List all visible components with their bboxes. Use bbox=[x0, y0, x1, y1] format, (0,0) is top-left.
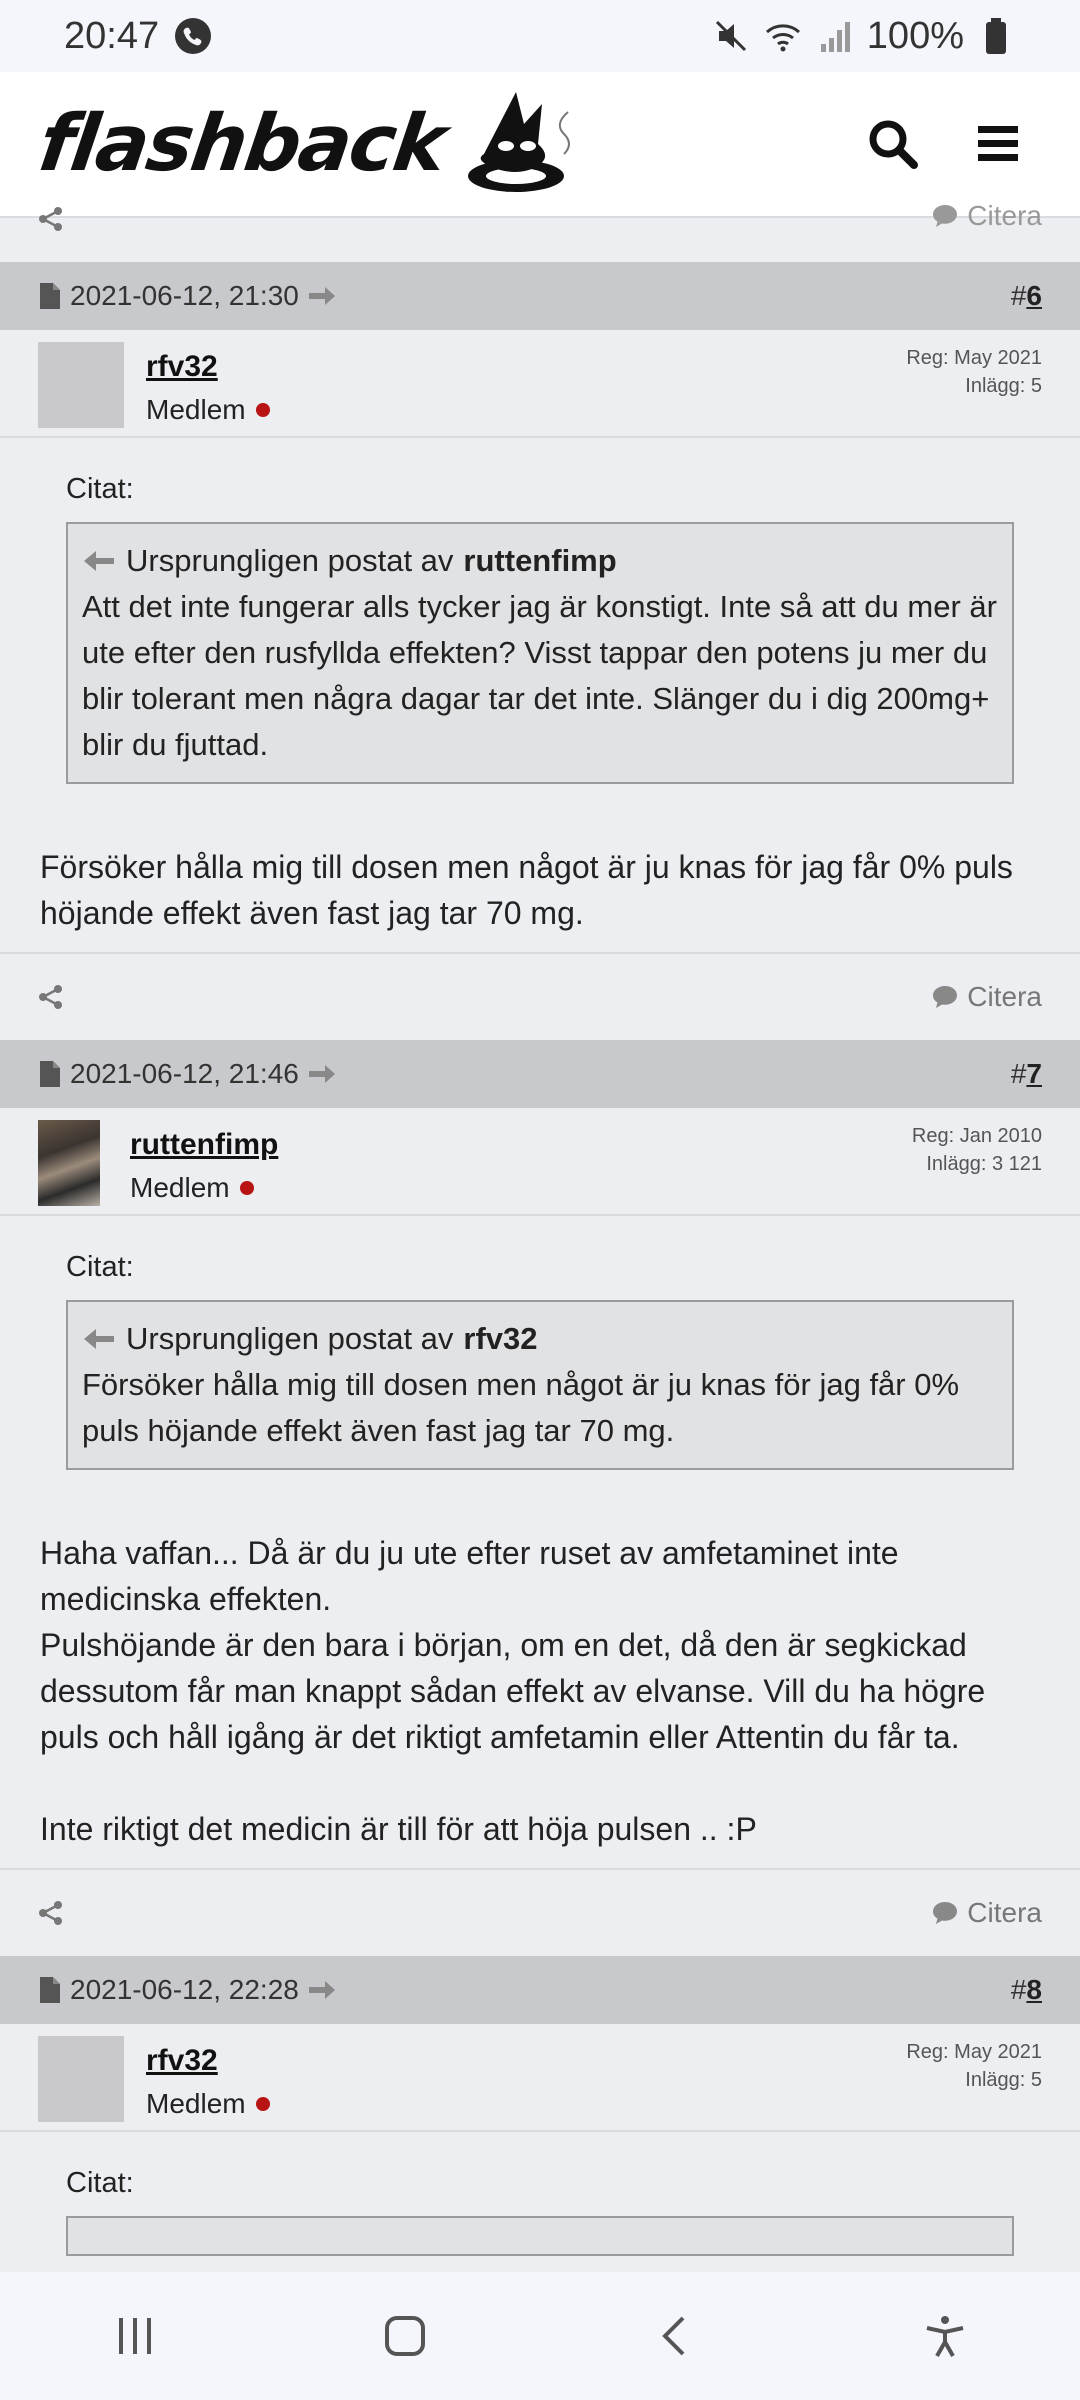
offline-status-dot bbox=[240, 1181, 254, 1195]
post bbox=[0, 1956, 1080, 2272]
mute-icon bbox=[711, 16, 751, 56]
logo-mascot-icon bbox=[454, 84, 594, 204]
arrow-right-icon[interactable] bbox=[307, 284, 337, 308]
post-number[interactable]: #8 bbox=[1010, 1974, 1042, 2005]
post-number-link[interactable]: 8 bbox=[1026, 1974, 1042, 2005]
user-registered: Reg: May 2021 bbox=[906, 347, 1042, 369]
post-number[interactable]: #6 bbox=[1010, 280, 1042, 311]
phone-call-icon bbox=[173, 16, 213, 56]
user-registered: Reg: May 2021 bbox=[906, 2041, 1042, 2063]
message-paragraph: Försöker hålla mig till dosen men något är ju knas för jag får 0% puls höjande effekt även fast jag tar 70 mg. bbox=[40, 849, 1013, 931]
username-link[interactable]: ruttenfimp bbox=[130, 1128, 279, 1161]
message-paragraph: Pulshöjande är den bara i början, om en det, då den är segkickad dessutom får man knappt sådan effekt av elvanse. Vill du ha högre puls och håll igång är det riktigt amfetamin eller Attentin du får ta. bbox=[40, 1627, 986, 1755]
arrow-left-icon[interactable] bbox=[82, 548, 116, 574]
quote-box bbox=[66, 1300, 1014, 1470]
menu-icon[interactable] bbox=[976, 122, 1020, 166]
wifi-icon bbox=[763, 16, 803, 56]
home-icon[interactable] bbox=[383, 2314, 427, 2358]
post-header bbox=[0, 262, 1080, 330]
post-message bbox=[40, 844, 1040, 936]
share-icon[interactable] bbox=[38, 206, 64, 232]
comment-icon bbox=[931, 984, 959, 1010]
message-paragraph: Haha vaffan... Då är du ju ute efter ruset av amfetaminet inte medicinska effekten. bbox=[40, 1535, 899, 1617]
citat-label: Citat: bbox=[66, 473, 134, 505]
signal-icon bbox=[815, 16, 855, 56]
clock: 20:47 bbox=[64, 14, 160, 57]
post-date: 2021-06-12, 21:46 bbox=[70, 1058, 299, 1089]
post-footer bbox=[0, 952, 1080, 1040]
quote-text: Försöker hålla mig till dosen men något är ju knas för jag får 0% puls höjande effekt även fast jag tar 70 mg. bbox=[82, 1367, 960, 1448]
battery-icon bbox=[976, 16, 1016, 56]
site-header bbox=[0, 72, 1080, 218]
user-role: Medlem bbox=[146, 394, 270, 426]
avatar[interactable] bbox=[38, 342, 124, 428]
document-icon bbox=[38, 1059, 62, 1089]
document-icon bbox=[38, 281, 62, 311]
post-header bbox=[0, 1040, 1080, 1108]
arrow-right-icon[interactable] bbox=[307, 1062, 337, 1086]
quote-text: Att det inte fungerar alls tycker jag är konstigt. Inte så att du mer är ute efter den rusfyllda effekten? Visst tappar den potens ju mer du blir tolerant men några dagar tar det inte. Slänger du i dig 200mg+ blir du fjuttad. bbox=[82, 589, 997, 762]
post-user-info bbox=[0, 2024, 1080, 2132]
quote-prefix: Ursprungligen postat av bbox=[126, 543, 454, 578]
quote-author: ruttenfimp bbox=[463, 543, 617, 578]
user-stats bbox=[906, 344, 1042, 400]
user-registered: Reg: Jan 2010 bbox=[911, 1125, 1042, 1147]
avatar[interactable] bbox=[38, 1120, 100, 1206]
user-post-count: Inlägg: 3 121 bbox=[926, 1153, 1042, 1175]
username-link[interactable]: rfv32 bbox=[146, 2044, 218, 2077]
user-stats bbox=[906, 2038, 1042, 2094]
post-body bbox=[0, 2132, 1080, 2272]
comment-icon bbox=[931, 203, 959, 229]
post-date: 2021-06-12, 22:28 bbox=[70, 1974, 299, 2005]
quote-box bbox=[66, 2216, 1014, 2256]
post-number[interactable]: #7 bbox=[1010, 1058, 1042, 1089]
comment-icon bbox=[931, 1900, 959, 1926]
user-role: Medlem bbox=[146, 2088, 270, 2120]
recent-apps-icon[interactable] bbox=[113, 2314, 157, 2358]
arrow-left-icon[interactable] bbox=[82, 1326, 116, 1352]
post-user-info bbox=[0, 1108, 1080, 1216]
message-paragraph: Inte riktigt det medicin är till för att höja pulsen .. :P bbox=[40, 1811, 757, 1847]
system-nav-bar bbox=[0, 2272, 1080, 2400]
thread-content bbox=[0, 200, 1080, 2272]
post-body bbox=[0, 438, 1080, 952]
citat-label: Citat: bbox=[66, 2167, 134, 2199]
post-date: 2021-06-12, 21:30 bbox=[70, 280, 299, 311]
post-footer bbox=[0, 1868, 1080, 1956]
post-message bbox=[40, 1530, 1040, 1852]
site-logo[interactable] bbox=[33, 84, 594, 204]
post bbox=[0, 262, 1080, 1040]
citera-button[interactable]: Citera bbox=[931, 1897, 1042, 1929]
accessibility-icon[interactable] bbox=[923, 2314, 967, 2358]
share-icon[interactable] bbox=[38, 984, 64, 1010]
document-icon bbox=[38, 1975, 62, 2005]
back-icon[interactable] bbox=[653, 2314, 697, 2358]
post bbox=[0, 1040, 1080, 1956]
battery-percent: 100% bbox=[866, 14, 964, 57]
share-icon[interactable] bbox=[38, 1900, 64, 1926]
username-link[interactable]: rfv32 bbox=[146, 350, 218, 383]
logo-text: flashback bbox=[33, 99, 451, 189]
quote-author: rfv32 bbox=[463, 1321, 538, 1356]
status-bar bbox=[0, 0, 1080, 72]
user-post-count: Inlägg: 5 bbox=[965, 2069, 1042, 2091]
search-icon[interactable] bbox=[866, 117, 920, 171]
quote-box bbox=[66, 522, 1014, 784]
partial-post-footer bbox=[0, 200, 1080, 262]
post-user-info bbox=[0, 330, 1080, 438]
message-paragraph bbox=[40, 1760, 1040, 1806]
offline-status-dot bbox=[256, 403, 270, 417]
post-body bbox=[0, 1216, 1080, 1868]
post-header bbox=[0, 1956, 1080, 2024]
arrow-right-icon[interactable] bbox=[307, 1978, 337, 2002]
post-number-link[interactable]: 7 bbox=[1026, 1058, 1042, 1089]
citera-button[interactable]: Citera bbox=[931, 200, 1042, 232]
citat-label: Citat: bbox=[66, 1251, 134, 1283]
avatar[interactable] bbox=[38, 2036, 124, 2122]
offline-status-dot bbox=[256, 2097, 270, 2111]
user-post-count: Inlägg: 5 bbox=[965, 375, 1042, 397]
quote-prefix: Ursprungligen postat av bbox=[126, 1321, 454, 1356]
user-role: Medlem bbox=[130, 1172, 278, 1204]
citera-button[interactable]: Citera bbox=[931, 981, 1042, 1013]
user-stats bbox=[912, 1122, 1042, 1178]
post-number-link[interactable]: 6 bbox=[1026, 280, 1042, 311]
